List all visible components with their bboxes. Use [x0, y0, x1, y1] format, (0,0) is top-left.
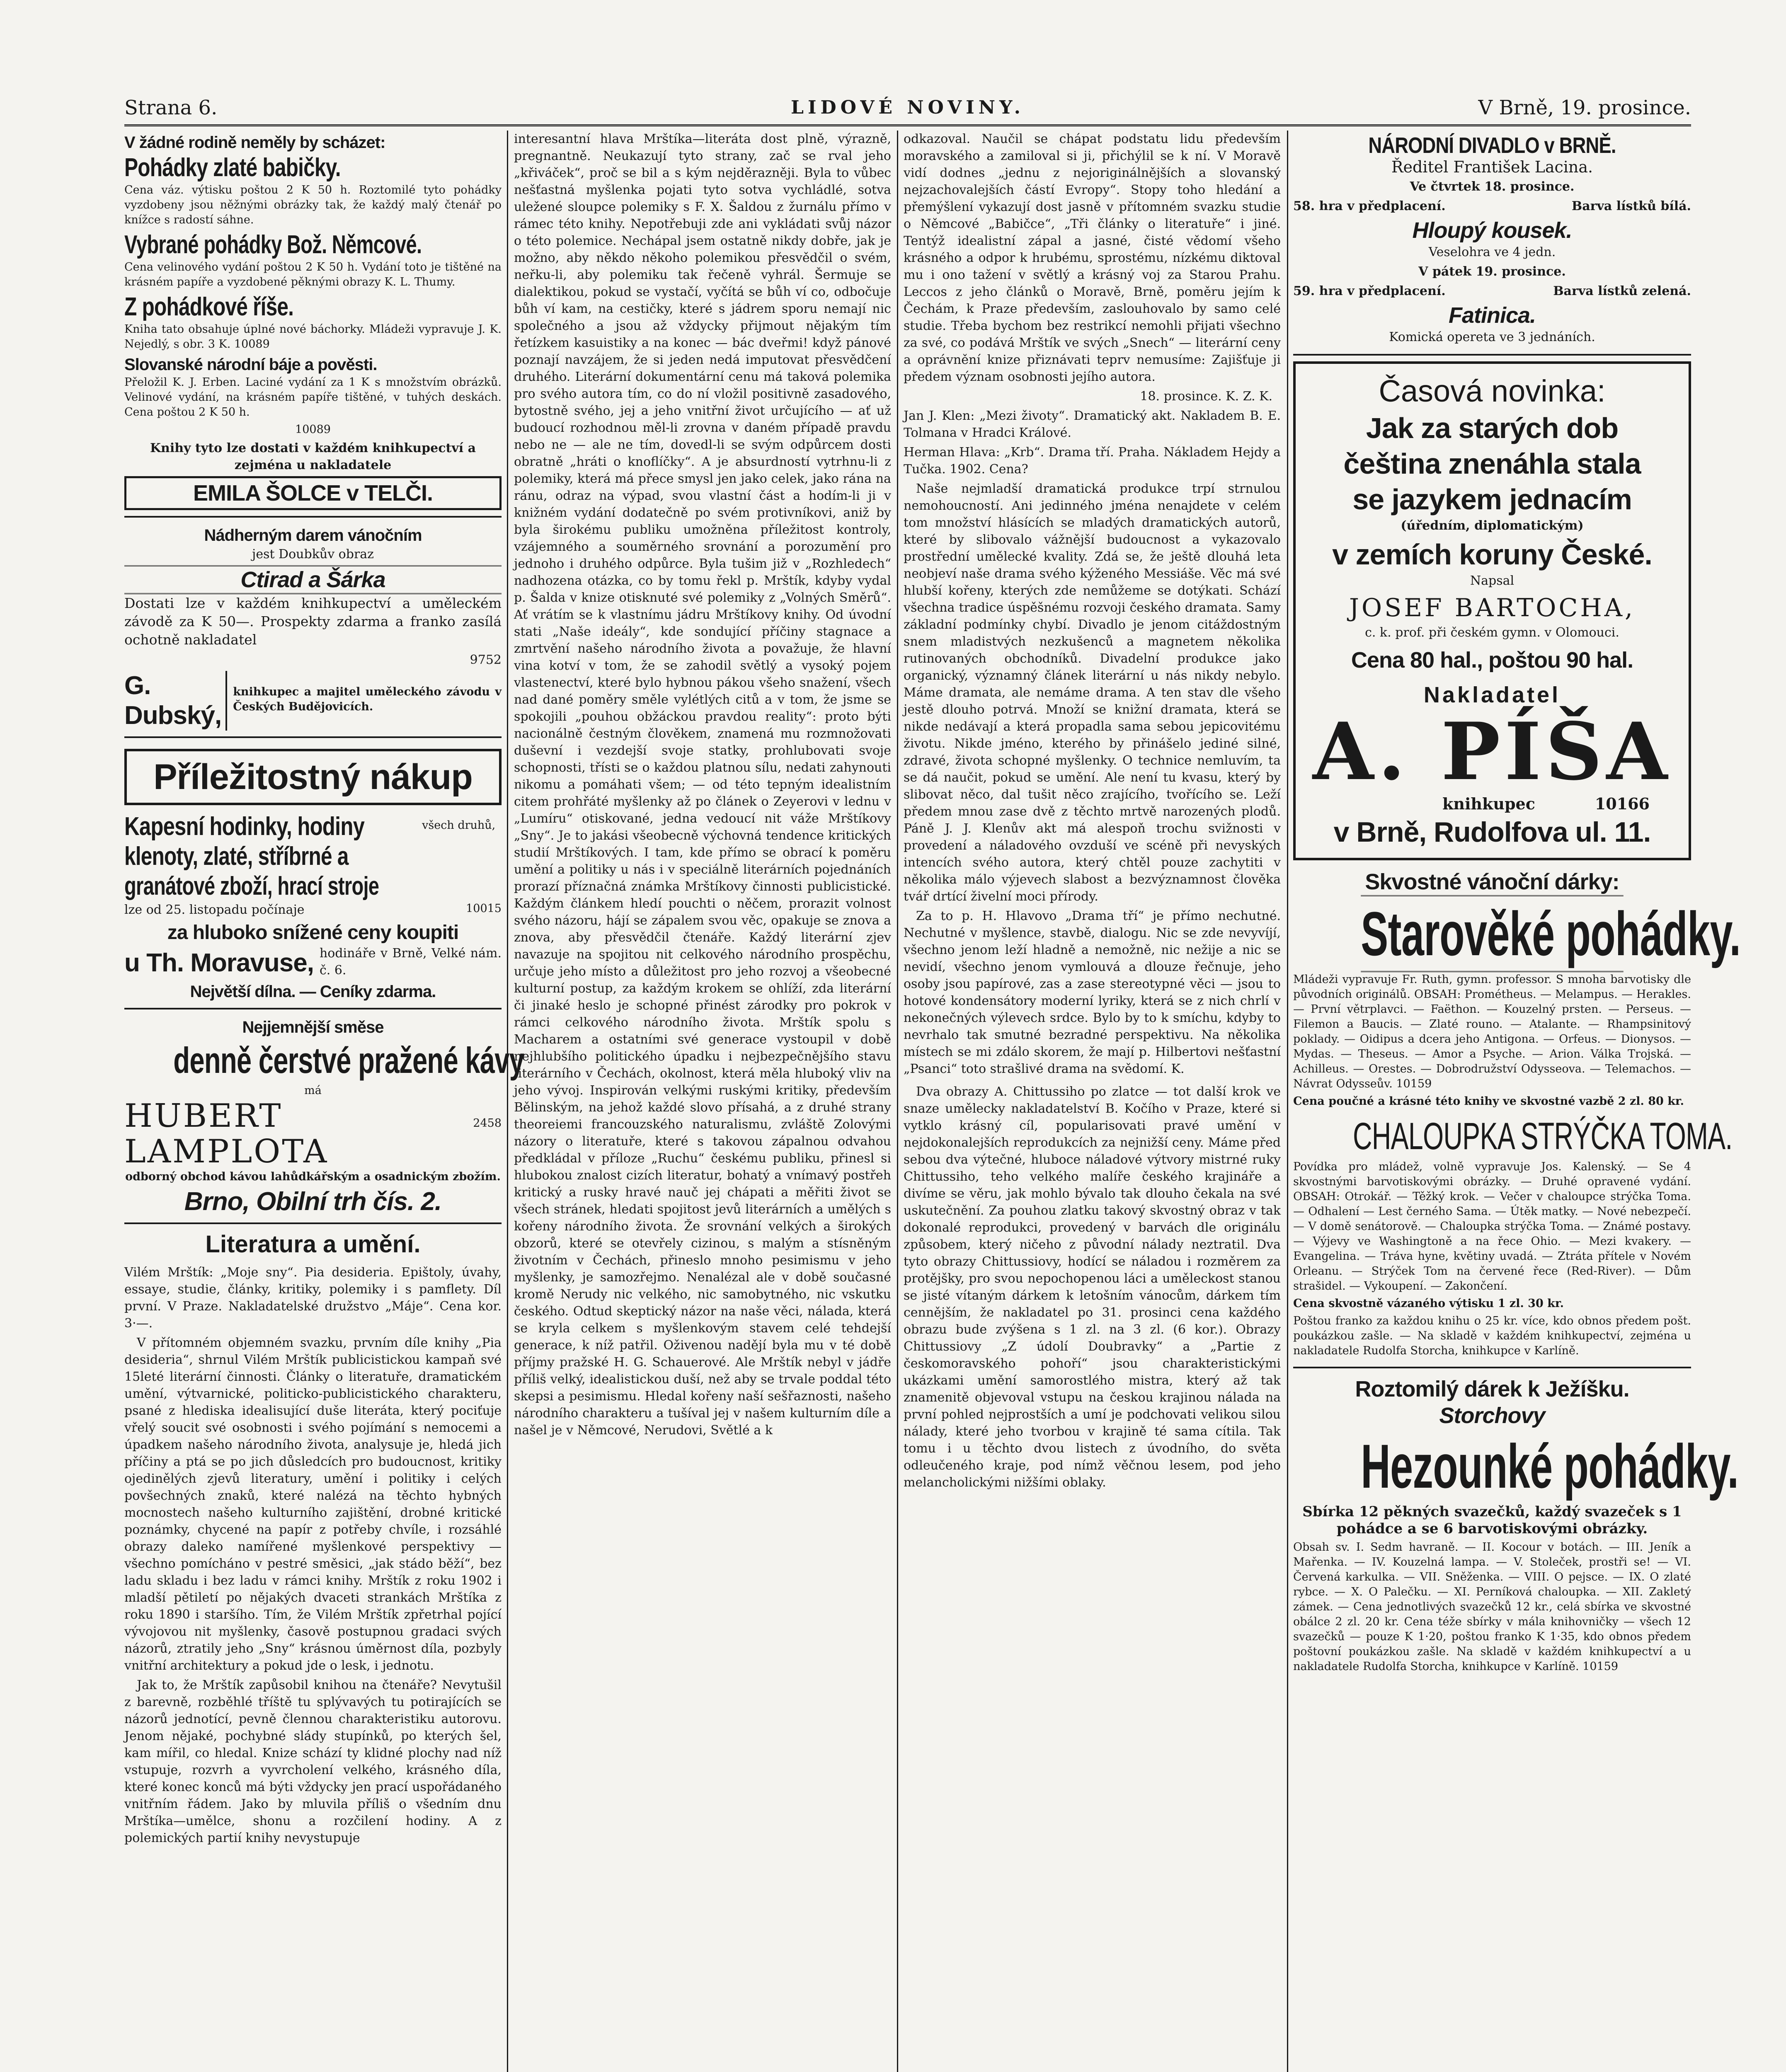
article-paragraph: odkazoval. Naučil se chápat podstatu lidu především moravského a zamiloval si ji, přichýlil se k ní. V Moravě vidí dodnes „jednu z nejoriginálnějších a slovanský nejzachovalejších částí Evropy“. Stopy toho hledání a přemýšlení vykazují dost jasně v přítomném svazku studie o Němcové „Babičce“, „Tři články o literatuře“ i jiné. Tentýž idealistní zápal a jasné, čisté vědomí všeho krásného a odpor k hrubému, sprostému, nízkému diktoval mu i ono tažení v světlý a krásný voj za Starou Prahu. Leccos z jeho článků o Moravě, Brně, poměru jejím k Čechám, k Praze především, zaslouhovalo by samo celé studie. Třeba bychom bez restrikcí nemohli přijati všechno za své, co podává Mrštík ve svých „Snech“ — literární ceny a oprávnění knize přiznávati teprv nemusíme: Zajišťuje ji předem význam osobnosti jejího autora.: [904, 132, 1281, 384]
article-signature: 18. prosince. K. Z. K.: [1140, 389, 1272, 404]
article-paragraph: Za to p. H. Hlavovo „Drama tří“ je přímo nechutné. Nechutné v myšlence, stavbě, dialogu. Nic se zde nevyvíjí, všechno jenom leží hladně a nemožně, nic nežije a nic se nevidí, všechno jenom vymlouvá a dlouze řečnuje, jeho osoby jsou papírové, zas a zase stereotypné věci — jsou to hotové kondensátory moderní lyriky, která se z nich chrlí v nekonečných výlevech srdce. Bylo by to k smíchu, kdyby to nevrhalo tak smutné bezradné perspektivu. Na několika místech se mi zdálo skorem, že mají p. Hilbertovi nešťastní „Psanci“ toto strašlivé drama na svědomí. K.: [904, 909, 1281, 1076]
page-number: Strana 6.: [124, 96, 218, 119]
ad-line: Storchovy: [1439, 1403, 1545, 1428]
article-paragraph: Dva obrazy A. Chittussiho po zlatce — tot další krok ve snaze umělecky nakladatelství B. Kočího v Praze, které si vytklo krásný cíl, popularisovati pravé umění v nejdokonalejších reprodukcích za nejnižší ceny. Máme před sebou dva výtečné, hluboce náladové výtvory mistrné ruky Chittussiho, teho velkého malíře českého krajináře a divíme se věru, jak mohlo bývalo tak dlouho čekala na své uskutečnění. Za pouhou zlatku takový skvostný obraz v tak dokonalé reprodukci, provedený v barvách dle originálu způsobem, který ničeho z původní nálady neztratil. Dva tyto obrazy Chittussiovy, hodící se náladou i rozměrem za protějšky, pro svou nepochopenou láci a uměleckost stanou se jisté vítaným dárkem k letošním vánocům, dárkem tím cennějším, že nakladatel po 31. prosinci cena každého obrazu bude zvýšena s 1 zl. na 3 zl. (6 kor.). Obrazy Chittussiovy „Z údolí Doubravky“ a „Partie z českomoravského pohoří“ jsou charakteristickými ukázkami umění samorostlého mistra, který až tak znamenitě objevoval vstupu na českou krajinou nálada na první pohled nejprostších a umí je podchovati velikou silou nálady, které jeho tvorbou v krajině té sama cítila. Tak tomu i u těchto dvou listech z úvodního, do světa odleučeného kraje, pod nímž věčnou lesem, pod jeho melancholickými nižšími oblaky.: [904, 1084, 1281, 1490]
ad-ctirad-sarka: [124, 523, 502, 738]
ticket-color: Barva lístků zelená.: [1553, 284, 1691, 298]
ad-line: odborný obchod kávou lahůdkářským a osadnickým zbožím.: [125, 1170, 501, 1183]
ad-line: Kapesní hodinky, hodiny: [124, 812, 365, 841]
book-desc: Povídka pro mládež, volně vypravuje Jos. Kalenský. — Se 4 skvostnými barvotiskovými obrázky. — Druhé opravené vydání. OBSAH: Otrokář. — Těžký krok. — Večer v chaloupce strýčka Toma. — Odhalení — Lest černého Sama. — Útěk matky. — Nové nebezpečí. — V domě senátorově. — Chaloupka strýčka Toma. — Známé postavy. — Výjevy ve Washingtoně a na řece Ohio. — Mezi kvakery. — Evangelina. — Tráva hyne, květiny uvadá. — Ztráta přítele v Novém Orleanu. — Strýček Tom na červené řece (Red-River). — Dům strašidel. — Vykoupení. — Zakončení.: [1293, 1160, 1691, 1293]
author-name: JOSEF BARTOCHA,: [1349, 593, 1636, 622]
book-title: Starověké pohádky.: [1361, 895, 1624, 972]
book-price: Cena skvostně vázaného výtisku 1 zl. 30 kr.: [1293, 1297, 1564, 1310]
ad-line: Napsal: [1470, 574, 1515, 588]
column-1: [124, 131, 524, 2072]
newspaper-page: [124, 95, 1741, 2072]
ad-note: Poštou franko za každou knihu o 25 kr. více, kdo obnos předem pošt. poukázkou zašle. — Na skladě v každém knihkupectví, zejména u nakladatele Rudolfa Storcha, knihkupce v Karlíně.: [1293, 1314, 1691, 1357]
ad-line: jest Doubkův obraz: [252, 547, 374, 562]
book-title: Hezounké pohádky.: [1361, 1431, 1739, 1501]
column-4: [1293, 131, 1741, 2072]
ad-line: granátové zboží, hrací stroje: [124, 872, 379, 900]
book-desc: Cena váz. výtisku poštou 2 K 50 h. Roztomilé tyto pohádky vyzdobeny jsou něžnými obrázky tak, že každý malý čtenář po knížce s radostí sáhne.: [124, 184, 502, 226]
ad-solc-books: [124, 131, 502, 518]
company-name: HUBERT LAMPLOTA: [124, 1097, 329, 1170]
book-title: Vybrané pohádky Bož. Němcové.: [124, 230, 422, 259]
ad-code: 2458: [473, 1117, 502, 1130]
ad-line: (úředním, diplomatickým): [1401, 518, 1584, 533]
publisher-name: EMILA ŠOLCE v TELČI.: [124, 476, 502, 510]
ad-note: všech druhů,: [422, 819, 496, 832]
publisher-address: v Brně, Rudolfova ul. 11.: [1333, 816, 1651, 848]
review-heading: Jan J. Klen: „Mezi životy“. Dramatický akt. Nakladem B. E. Tolmana v Hradci Králové.: [904, 409, 1281, 440]
ad-title: Příležitostný nákup: [124, 749, 502, 805]
section-title: Literatura a umění.: [205, 1231, 421, 1258]
publisher-code: 10166: [1595, 794, 1650, 813]
book-title: Slovanské národní báje a pověsti.: [124, 356, 377, 374]
ad-small: má: [304, 1084, 322, 1097]
ad-note: Knihy tyto lze dostati v každém knihkupectví a zejména u nakladatele: [150, 441, 476, 472]
ad-hezounke-pohadky: [1293, 1374, 1739, 1682]
issue-date: V Brně, 19. prosince.: [1478, 96, 1691, 119]
column-3: [904, 131, 1281, 2016]
book-price: Cena poučné a krásné této knihy ve skvostné vazbě 2 zl. 80 kr.: [1293, 1095, 1684, 1108]
book-desc: Cena velinového vydání poštou 2 K 50 h. Vydání toto je tištěné na krásném papíře a vyzdobené pěknými obrazy K. L. Thumy.: [124, 261, 502, 288]
article-paragraph: Naše nejmladší dramatická produkce trpí strnulou nemohoucností. Ani jedinného jména nenajdete v celém tom množství hlásících se mladých dramatických autorů, které by slibovalo vážnější budoucnost a vykazovalo prostřední umělecké kvality. Zdá se, že ještě dlouhá leta neobjeví naše drama svého kýženého Messiáše. Věc má své hlubší kořeny, kterých zde nemůžeme se dotýkati. Schází všechna tradice úspěšnému rozvoji českého dramata. Samy základní podmínky chybí. Divadlo je jenom citáždostným snem mladistvých nezkušenců a magnetem několika rutinovaných obchodníků. Divadelní produkce jako organický, významný článek literární u nás nikdy nebylo. Máme dramata, ale nemáme drama. A ten stav dle všeho jestě dlouho potrvá. Množí se knižní dramata, která se nikde nedávají a která propadla sama sebou jepicovitému životu. Nikde jméno, kterého by přinášelo jediné silné, zdravé, života schopné myšlenky. O technice nemluvím, ta se dá naučit, pokud se umění. Ale není tu kvasu, který by slibovat něco, dal tušit něco zrajícího, tvořícího se. Leží předem mnou zase dvě z těchto mrtvě narozených plodů. Páně J. J. Klenův akt má alespoň trochu svižnosti v provedení a náladového ovzduší ve scéně při nevyských intencích svého autora, který chtěl pouze zachytiti v několika málo výjevech slabost a bezvýznamnost člověka tvář drtící živelní moci přírody.: [904, 482, 1281, 904]
subscription: 59. hra v předplacení.: [1293, 284, 1446, 298]
book-desc: Kniha tato obsahuje úplné nové báchorky. Mládeži vypravuje J. K. Nejedlý, s obr. 3 K. 10089: [124, 323, 502, 351]
ad-line: Skvostné vánoční dárky:: [1365, 869, 1619, 894]
book-code: 10089: [295, 423, 331, 436]
ad-bartocha-book: [1293, 361, 1691, 860]
book-subtitle: Sbírka 12 pěkných svazečků, každý svazeček s 1 pohádce a se 6 barvotiskovými obrázky.: [1302, 1503, 1682, 1537]
ad-heading: V žádné rodině neměly by scházet:: [124, 133, 385, 152]
ad-line: čeština znenáhla stala: [1343, 448, 1641, 480]
play-note: Komická opereta ve 3 jednáních.: [1389, 330, 1595, 344]
theatre-title: NÁRODNÍ DIVADLO v BRNĚ.: [1368, 133, 1616, 158]
review-heading: Vilém Mrštík: „Moje sny“. Pia desideria. Epištoly, úvahy, essaye, studie, články, kritiky, polemiky i s pamflety. Díl první. V Praze. Nakladatelské družstvo „Máje“. Cena kor. 3·—.: [124, 1265, 502, 1331]
theatre-director: Ředitel František Lacina.: [1391, 158, 1593, 176]
play-note: Veselohra ve 4 jedn.: [1428, 245, 1556, 259]
ad-code: 10015: [466, 902, 502, 915]
ad-headline: denně čerstvé pražené kávy: [173, 1040, 524, 1081]
shop-address: hodináře v Brně, Velké nám. č. 6.: [319, 946, 502, 978]
seller-name: G. Dubský,: [124, 671, 227, 731]
column-2: [514, 131, 891, 2072]
column-divider: [1287, 131, 1288, 2072]
newspaper-title: LIDOVÉ NOVINY.: [791, 97, 1025, 118]
publisher-name: A. PÍŠA: [1312, 705, 1672, 798]
ad-storch-books: [1293, 867, 1741, 1368]
book-title: Z pohádkové říše.: [124, 293, 294, 321]
ad-moravus-watches: [124, 744, 502, 1009]
ad-line: Časová novinka:: [1379, 374, 1606, 408]
review-heading: Herman Hlava: „Krb“. Drama tří. Praha. Nákladem Hejdy a Tučka. 1902. Cena?: [904, 445, 1281, 477]
play-title: Hloupý kousek.: [1412, 218, 1572, 243]
performance-date: Ve čtvrtek 18. prosince.: [1410, 179, 1575, 194]
ad-line: lze od 25. listopadu počínaje: [124, 903, 305, 917]
ad-line: se jazykem jednacím: [1352, 483, 1632, 516]
ad-line: v zemích koruny České.: [1332, 538, 1652, 571]
column-divider: [897, 131, 898, 2072]
author-note: c. k. prof. při českém gymn. v Olomouci.: [1365, 625, 1619, 640]
company-address: Brno, Obilní trh čís. 2.: [184, 1187, 442, 1216]
ad-code: 9752: [470, 653, 502, 667]
ad-theatre: [1293, 131, 1691, 356]
book-desc: Přeložil K. J. Erben. Laciné vydání za 1 K s množstvím obrázků. Velinové vydání, na krásném papíře tištěné, v tuhých deskách. Cena poštou 2 K 50 h.: [124, 376, 502, 419]
ad-line: Nádherným darem vánočním: [204, 526, 422, 545]
ad-body: Dostati lze v každém knihkupectví a uměleckém závodě za K 50—. Prospekty zdarma a franko zasílá ochotně nakladatel: [124, 595, 502, 648]
ad-line: Jak za starých dob: [1366, 412, 1619, 444]
seller-note: knihkupec a majitel uměleckého závodu v Českých Budějovicích.: [233, 685, 502, 713]
painting-title: Ctirad a Šárka: [124, 565, 502, 594]
publisher-note: knihkupec: [1442, 794, 1535, 813]
play-title: Fatinica.: [1448, 303, 1536, 328]
book-title: Pohádky zlaté babičky.: [124, 153, 341, 182]
book-desc: Obsah sv. I. Sedm havraně. — II. Kocour v botách. — III. Jeník a Mařenka. — IV. Kouzelná lampa. — V. Stoleček, prostři se! — VI. Červená karkulka. — VII. Sněženka. — VIII. O pejsce. — IX. O zlaté rybce. — X. O Palečku. — XI. Perníková chaloupka. — XII. Zakletý zámek. — Cena jednotlivých svazečků 12 kr., celá sbírka ve skvostné obálce 2 zl. 20 kr. Cena téže sbírky v mála knihovničky — všech 12 svazečků — pouze K 1·20, poštou franko K 1·35, kdo obnos předem poštovní poukázkou zašle. Na skladě v každém knihkupectví a u nakladatele Rudolfa Storcha, knihkupce v Karlíně. 10159: [1293, 1541, 1691, 1673]
ad-line: Nejjemnější směse: [242, 1018, 384, 1036]
performance-date: V pátek 19. prosince.: [1418, 264, 1566, 279]
book-title: CHALOUPKA STRÝČKA TOMA.: [1353, 1115, 1733, 1157]
header-rule: [124, 124, 1691, 126]
page-header: [124, 95, 1691, 124]
book-desc: Mládeži vypravuje Fr. Ruth, gymn. professor. S mnoha barvotisky dle původních originálů. OBSAH: Prométheus. — Melampus. — Herakles. — První větrplavci. — Faëthon. — Kouzelný prsten. — Perseus. — Filemon a Baucis. — Zlaté rouno. — Atalante. — Rhampsinitový poklady. — Oidipus a dcera jeho Antigona. — Orfeus. — Dionysos. — Mydas. — Theseus. — Amor a Psyche. — Arion. Válka Trojská. — Achilleus. — Orestes. — Dobrodružství Odysseova. — Telemachos. — Návrat Odysseův. 10159: [1293, 973, 1691, 1090]
article-paragraph: V přítomném objemném svazku, prvním díle knihy „Pia desideria“, shrnul Vilém Mrštík publicistickou kampaň své 15leté literární činnosti. Články o literatuře, dramatickém umění, výtvarnické, politicko-publicistického charakteru, psané z hlediska idealisující duše literáta, který pociťuje vřelý soucit své osobnosti i svého pojímání s nemocemi a úpadkem našeho národního života, analysuje je, hledá jich příčiny a ptá se po jich důsledcích pro budoucnost, kritiky ojedinělých zjevů literatury, umění i politiky i celých povšechných znaků, které nalézá na těchto hybných mocnostech našeho kulturního zajištění, drobné kritické poznámky, chycené na papír z potřeby chvíle, i rozsáhlé obrazy daleko namířené myšlenkové perspektivy — všechno pomícháno v pestré směsici, „jak stádo běží“, bez ladu skladu i bez ladu v rámci knihy. Mrštík z roku 1902 i mladší pětiletí po nějakých dvaceti strankách Mrštíka z roku 1890 i staršího. Tím, že Vilém Mrštík zpřetrhal pojící vývojovou nit myšlenky, časově postupnou gradaci svých názorů, ztratily jeho „Sny“ krásnou úměrnost díla, pozbyly vnitřní architektury a pokud jde o lesk, i jednotu.: [124, 1336, 502, 1673]
article-paragraph: interesantní hlava Mrštíka—literáta dost plně, výrazně, pregnantně. Neukazují tyto strany, zač se rval jeho „křiváček“, proč se bil a s kým nejděrazněji. Byla to vůbec nešťastná myšlenka pojati tyto sotva vychládlé, sotva uležené sloupce polemiky s F. X. Šaldou z žurnálu přímo v rámec této knihy. Nepotřebuji zde ani vykládati svůj názor o této polemice. Nechápal jsem ostatně nikdy dobře, jak je možno, aby někdo někoho polemikou přesvědčil o svém, neřku-li, aby polemiku tak řečeně vyhrál. Šermuje se dialektikou, pokud se vystačí, vyčítá se bůh ví co, odbočuje bůh ví kam, na cestičky, které s jádrem sporu nemají nic společného a jsou až vždycky přijmout nějakým tím řetízkem kasuistiky a na konec — bác dveřmi! když pánové poznají navzájem, že si jeden nedá imputovat přesvědčení druhého. Literární dokumentární cenu má taková polemika pro svého autora tím, co do ní vložil positivně zasadového, bytostně svého, jej a jeho vnitřní život určujícího — ať už budoucí rozhodnou měl-li zrovna v daném případě pravdu nebo ne — ale ne tím, dovedl-li se svým odpůrcem dosti obratně „hráti o knoflíčky“. A je absurdností vytrhnu-li z polemiky, která má přece smysl jen jako celek, jako rána na ránu, odraz na výpad, svou vlastní část a hodím-li ji v knižném vydání dodatečně po svém protivníkovi, aniž by byla širokému publiku umožněna příležitost kontroly, vzájemného a souměrného srovnání a porozumění pro jednoho i druhého odpůrce. Byla tušim již v „Rozhledech“ nadhozena otázka, co by tomu řekl p. Mrštík, kdyby vydal p. Šalda v knize otisknuté své polemiky z „Volných Směrů“. Ať vrátím se k vlastnímu jádru Mrštíkovy knihy. Od úvodní stati „Naše ideály“, kde sondující příčiny stagnace a zmrtvění našeho národního života a považuje, že hlavní vina kotví v tom, že se zahodil světlý a vysoký pojem vlastenectví, které bylo hybnou pákou všeho snažení, všech nad dané poměry směle vylétlých citů a v tom, že jsme se spokojili „pouhou obžáckou pravdou reality“: proto býti nacionálně čestným člověkem, znamená mu rozmnožovati duševní i vezdejší svoje statky, prohlubovati svoje schopnosti, třísti se o každou platnou sílu, nedati zahynouti nikomu a pomáhati všem; — od této tepným idealistním citem prohřáté myšlenky až po článek o Zeyerovi v lednu v „Lumíru“ otiskované, jedna vedoucí nit váže Mrštíkovy „Sny“. Je to jakási všeobecně výchovná tendence kritických studií Mrštíkových. I tam, kde přímo se obrací k poměru umění a politiky u nás i v speciálně literárních pojednáních prorazí příznačná známka Mrštíkovy činnosti publicistické. Každým článkem hledí pouchti o něčem, prorazit volnost svého názoru, hájí se zápalem svou věc, opakuje se znova a znova, aby přesvědčil čtenáře. Každý literární zjev navazuje na spojitou nit celkového národního prospěchu, určuje jeho místo a důležitost pro jeho rozvoj a všeobecné kulturní postup, za každým krokem se ohlíží, zda literární či jinaké heslo je schopné přinést zárodky pro pokrok v rámci celkového národního života. Mrštík spolu s Macharem a ostatními své generace vystoupil v době nejhlubšího politického úpadku i nejbezpečnějšího stavu literárního v Čechách, okolnost, která měla hluboký vliv na jeho vývoj. Inspirován velkými ruskými kritiky, především Bělinským, na jehož každé slovo přísahá, a z druhé strany theoreiemi francouzského naturalismu, zvláště Zolovými názory o literatuře, které s takovou zápalnou odvahou předkládal v příloze „Ruchu“ českému publiku, přinesl si hlubokou znalost cizích literatur, bohatý a vnímavý postřeh kritický a rusky hravé nauč jej chápati a měřiti život se všech stránek, hledati spojitost jevů literárních a umělých s kořeny národního života. Že srovnání velkých a širokých obzorů, které se otevřely cizinou, s malým a stísněným životním v Čechách, přineslo mnoho pesimismu v jeho myšlenky, je samozřejmo. Nenalézal ale v době současné kromě Nerudy nic velkého, nic samobytného, nic vskutku českého. Odtud skeptický názor na naše věci, nálada, která se kryla celkem s myšlenkovým stavem celé tehdejší generace, k níž patřil. Oživenou nadějí byla mu v té době příjmy pražské H. G. Schauerové. Ale Mrštík nebyl v jádře příliš velký, idealistickou duší, než aby se trvale poddal této skepsi a pesimismu. Hledal kořeny naší sešřaznosti, našeho národního charakteru a tušíval jej v našem kulturním díle a našel je v Němcové, Nerudovi, Světlé a k: [514, 132, 891, 1438]
publisher-label: Nakladatel: [1423, 683, 1561, 707]
ticket-color: Barva lístků bílá.: [1571, 199, 1691, 213]
book-price: Cena 80 hal., poštou 90 hal.: [1351, 648, 1633, 673]
column-divider: [507, 131, 508, 2072]
ad-lamplota-coffee: [124, 1015, 524, 1224]
ad-line: Roztomilý dárek k Ježíšku.: [1355, 1377, 1629, 1402]
ad-line: klenoty, zlaté, stříbrné a: [124, 842, 349, 871]
shop-name: u Th. Moravuse,: [124, 949, 314, 977]
article-paragraph: Jak to, že Mrštík zapůsobil knihou na čtenáře? Nevytušil z barevně, rozběhlé tříště tu splývavých tu potirajících se názorů jednotící, pevně člennou charakteristiku autorovu. Jenom nějaké, pochybné slády stupínků, po kterých šel, kam mířil, co hledal. Knize schází ty klidné plochy nad níž vstupuje, rozvrh a vyvrcholení velkého, krásného díla, které konec konců má býti vždycky jen prací uspořádaného vnitřním řádem. Jako by mluvila příliš o všedním dnu Mrštíka—umělce, shonu a rozčilení hodiny. A z polemických partií knihy nevystupuje: [124, 1678, 502, 1845]
ad-line: Největší dílna. — Ceníky zdarma.: [190, 983, 436, 1001]
ad-line: za hluboko snížené ceny koupiti: [167, 922, 459, 944]
subscription: 58. hra v předplacení.: [1293, 199, 1446, 213]
